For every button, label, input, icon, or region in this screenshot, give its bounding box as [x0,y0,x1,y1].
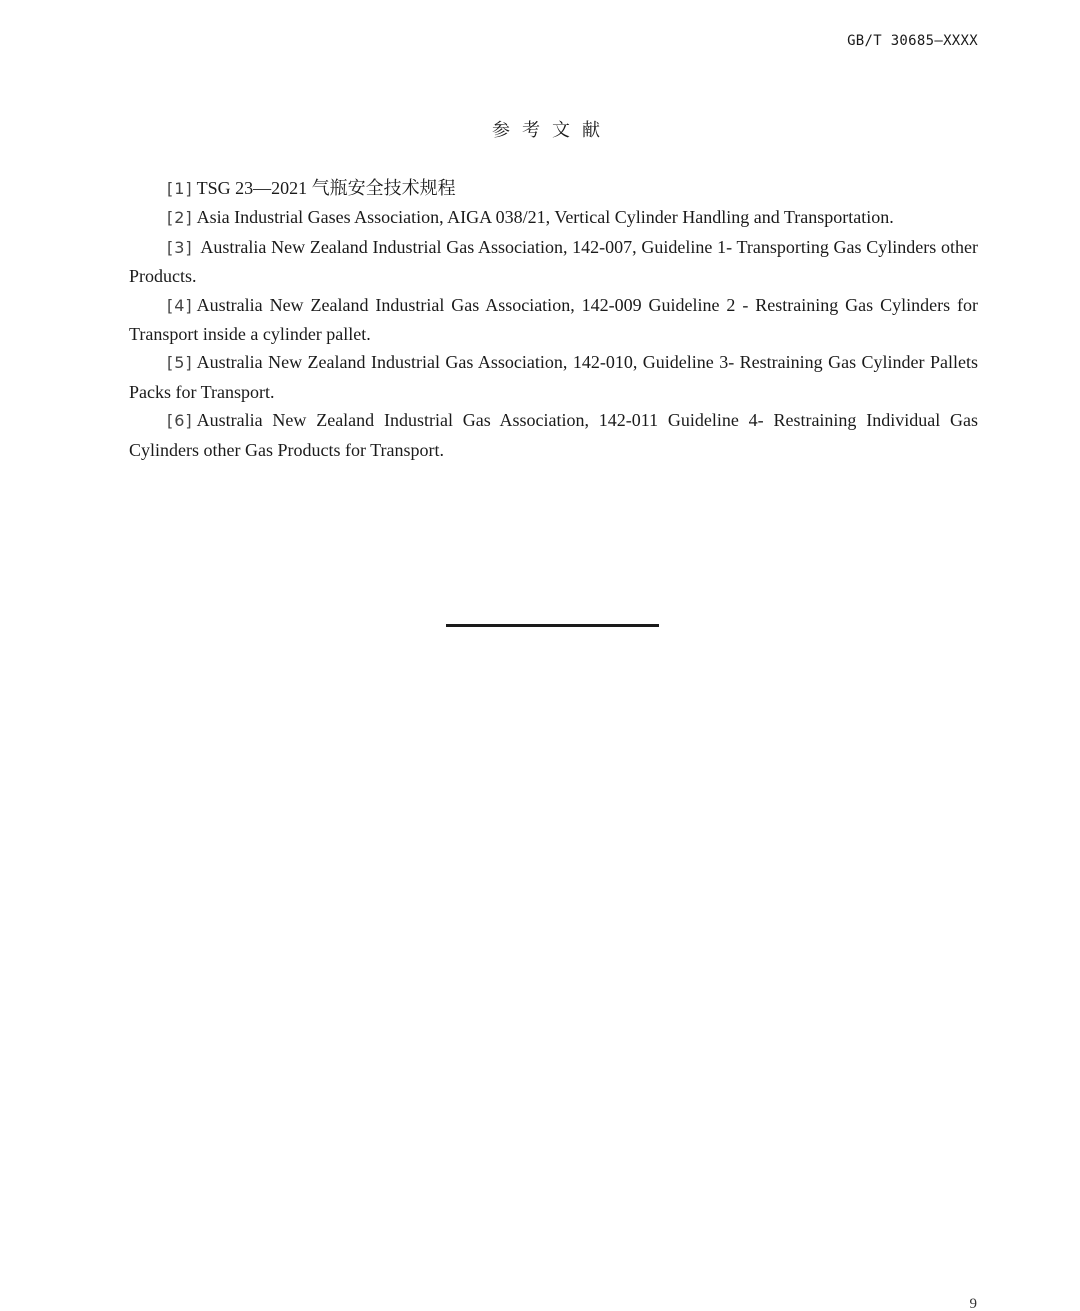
end-of-document-rule [446,624,659,627]
reference-number: [3] [167,237,193,257]
section-title: 参考文献 [492,120,612,141]
reference-number: [5] [167,353,193,373]
reference-number: [2] [167,208,193,228]
reference-item [129,348,978,406]
reference-item [129,233,978,291]
reference-number: [4] [167,295,193,315]
reference-text: TSG 23—2021 气瓶安全技术规程 [196,178,456,198]
reference-number: [1] [167,179,193,198]
reference-item [129,174,978,203]
reference-list [129,174,978,464]
reference-text: Australia New Zealand Industrial Gas Association, 142-011 Guideline 4- Restraining Individual Gas Cylinders other Gas Products for Transport. [129,410,978,460]
page-number: 9 [969,1296,977,1311]
document-code: GB/T 30685—XXXX [847,33,978,49]
reference-item [129,291,978,349]
reference-item [129,406,978,464]
reference-text: Australia New Zealand Industrial Gas Association, 142-010, Guideline 3- Restraining Gas Cylinder Pallets Packs for Transport. [129,352,978,402]
reference-number: [6] [167,411,193,431]
reference-text: Asia Industrial Gases Association, AIGA 038/21, Vertical Cylinder Handling and Transportation. [196,207,894,228]
reference-item [129,203,978,232]
reference-text: Australia New Zealand Industrial Gas Association, 142-009 Guideline 2 - Restraining Gas Cylinders for Transport inside a cylinder pallet. [129,294,978,345]
reference-text: Australia New Zealand Industrial Gas Association, 142-007, Guideline 1- Transporting Gas Cylinders other Products. [129,236,978,287]
